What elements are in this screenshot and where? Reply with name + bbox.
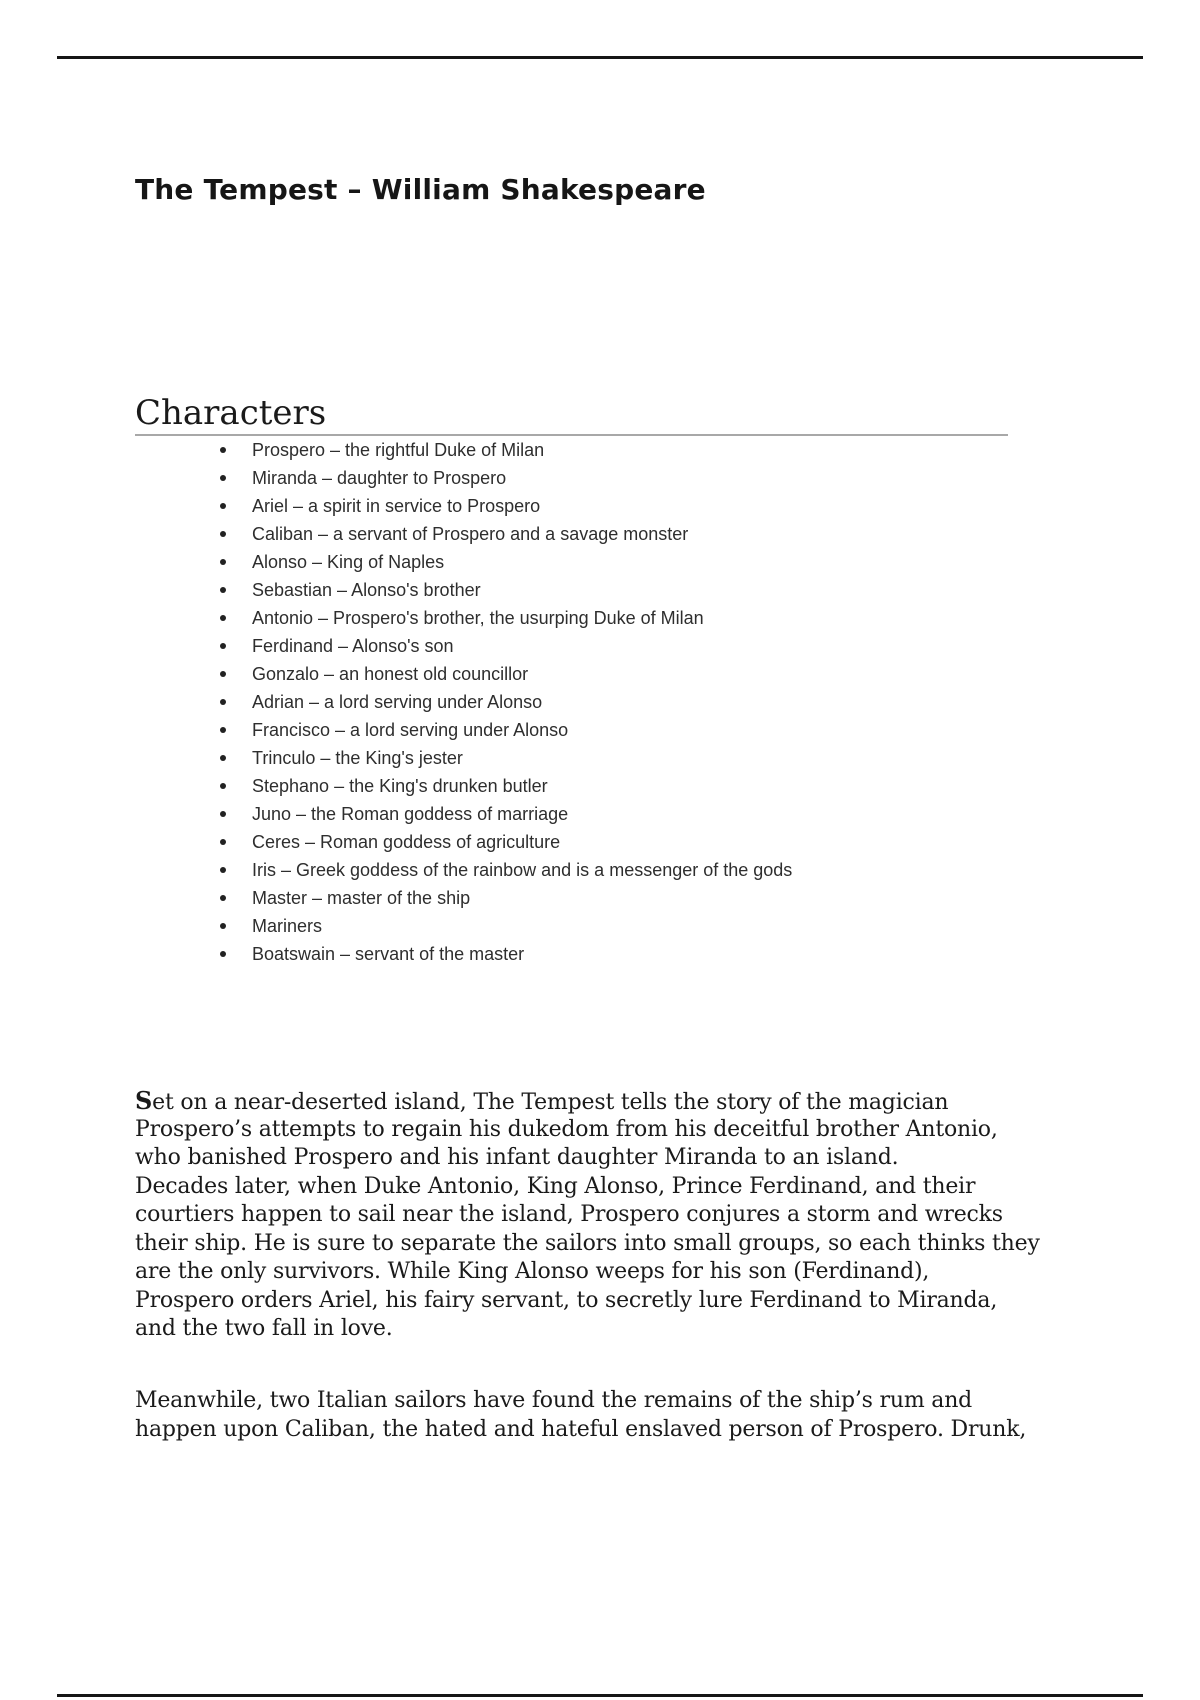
list-item-text: Antonio – Prospero's brother, the usurping Duke of Milan — [252, 608, 704, 628]
bullet-icon — [220, 839, 226, 845]
bullet-icon — [220, 671, 226, 677]
list-item — [252, 604, 792, 632]
list-item-text: Adrian – a lord serving under Alonso — [252, 692, 543, 712]
list-item-text: Ceres – Roman goddess of agriculture — [252, 832, 561, 852]
bullet-icon — [220, 475, 226, 481]
characters-list — [252, 436, 792, 968]
bullet-icon — [220, 531, 226, 537]
list-item — [252, 940, 792, 968]
bullet-icon — [220, 895, 226, 901]
list-item — [252, 492, 792, 520]
document-title: The Tempest – William Shakespeare — [135, 172, 706, 206]
list-item — [252, 660, 792, 688]
paragraph-line: and the two fall in love. — [135, 1316, 393, 1341]
bullet-icon — [220, 951, 226, 957]
list-item — [252, 576, 792, 604]
synopsis-paragraph-2 — [135, 1387, 1026, 1444]
characters-heading: Characters — [135, 394, 1008, 436]
list-item-text: Francisco – a lord serving under Alonso — [252, 720, 569, 740]
bullet-icon — [220, 867, 226, 873]
list-item — [252, 744, 792, 772]
bullet-icon — [220, 811, 226, 817]
list-item-text: Iris – Greek goddess of the rainbow and is a messenger of the gods — [252, 860, 793, 880]
list-item — [252, 436, 792, 464]
list-item-text: Ferdinand – Alonso's son — [252, 636, 454, 656]
bullet-icon — [220, 727, 226, 733]
list-item-text: Caliban – a servant of Prospero and a savage monster — [252, 524, 689, 544]
list-item — [252, 688, 792, 716]
bullet-icon — [220, 783, 226, 789]
list-item — [252, 520, 792, 548]
paragraph-line: Decades later, when Duke Antonio, King Alonso, Prince Ferdinand, and their — [135, 1173, 976, 1199]
paragraph-line: their ship. He is sure to separate the sailors into small groups, so each thinks they — [135, 1230, 1040, 1256]
bullet-icon — [220, 755, 226, 761]
list-item-text: Gonzalo – an honest old councillor — [252, 664, 529, 684]
list-item-text: Juno – the Roman goddess of marriage — [252, 804, 569, 824]
list-item — [252, 632, 792, 660]
bullet-icon — [220, 615, 226, 621]
synopsis-paragraph-1 — [135, 1087, 1040, 1344]
bullet-icon — [220, 587, 226, 593]
list-item — [252, 464, 792, 492]
list-item — [252, 548, 792, 576]
list-item — [252, 884, 792, 912]
paragraph-line: Set on a near-deserted island, The Tempest tells the story of the magician — [135, 1086, 949, 1115]
paragraph-line: happen upon Caliban, the hated and hateful enslaved person of Prospero. Drunk, — [135, 1416, 1027, 1442]
list-item — [252, 912, 792, 940]
list-item-text: Mariners — [252, 916, 323, 936]
paragraph-line: Meanwhile, two Italian sailors have found the remains of the ship’s rum and — [135, 1388, 973, 1413]
list-item — [252, 828, 792, 856]
list-item-text: Sebastian – Alonso's brother — [252, 580, 481, 600]
list-item — [252, 856, 792, 884]
list-item — [252, 772, 792, 800]
list-item-text: Stephano – the King's drunken butler — [252, 776, 548, 796]
list-item-text: Miranda – daughter to Prospero — [252, 468, 507, 488]
list-item-text: Ariel – a spirit in service to Prospero — [252, 496, 541, 516]
top-horizontal-rule — [57, 56, 1143, 59]
paragraph-line: who banished Prospero and his infant daughter Miranda to an island. — [135, 1145, 899, 1170]
bullet-icon — [220, 643, 226, 649]
paragraph-line: are the only survivors. While King Alonso weeps for his son (Ferdinand), — [135, 1259, 930, 1284]
list-item-text: Prospero – the rightful Duke of Milan — [252, 440, 545, 460]
paragraph-line: courtiers happen to sail near the island, Prospero conjures a storm and wrecks — [135, 1202, 1003, 1227]
list-item — [252, 716, 792, 744]
bullet-icon — [220, 447, 226, 453]
list-item-text: Boatswain – servant of the master — [252, 944, 525, 964]
list-item-text: Master – master of the ship — [252, 888, 471, 908]
list-item-text: Alonso – King of Naples — [252, 552, 445, 572]
bullet-icon — [220, 699, 226, 705]
list-item-text: Trinculo – the King's jester — [252, 748, 463, 768]
paragraph-line: Prospero’s attempts to regain his dukedom from his deceitful brother Antonio, — [135, 1116, 998, 1142]
bullet-icon — [220, 503, 226, 509]
bullet-icon — [220, 923, 226, 929]
paragraph-line: Prospero orders Ariel, his fairy servant, to secretly lure Ferdinand to Miranda, — [135, 1287, 998, 1313]
list-item — [252, 800, 792, 828]
bottom-horizontal-rule — [57, 1694, 1143, 1697]
bullet-icon — [220, 559, 226, 565]
